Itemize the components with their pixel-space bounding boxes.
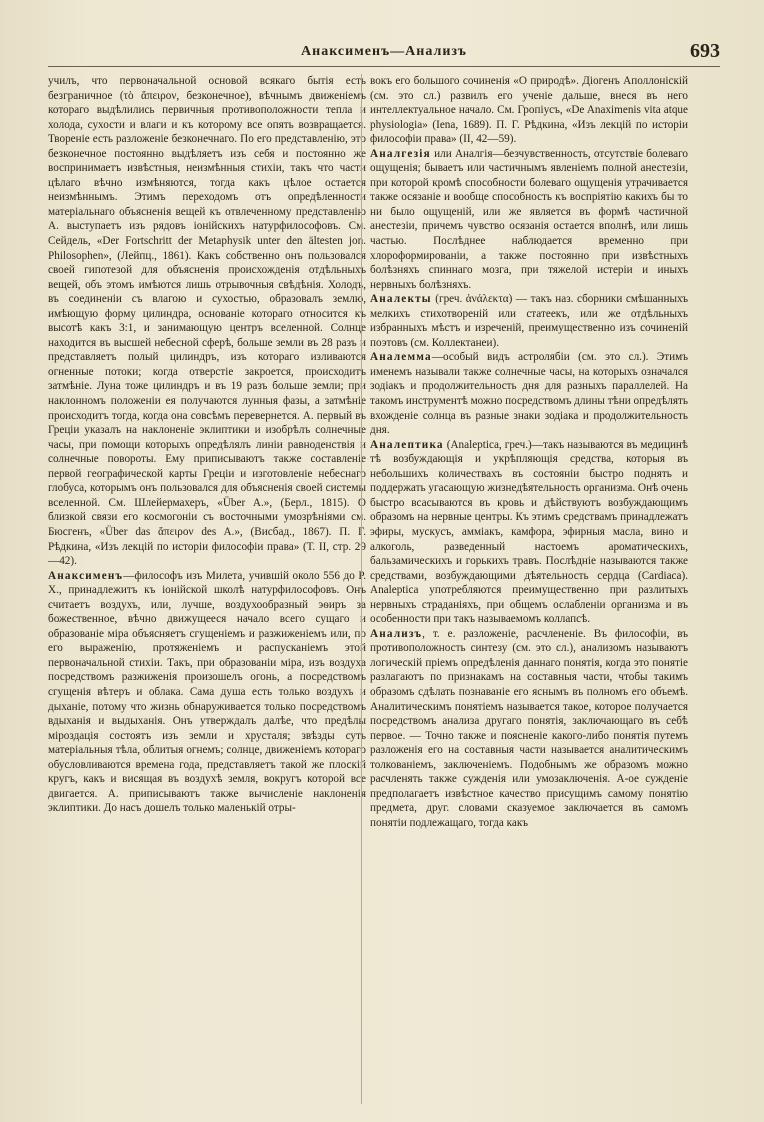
headword: Аналгезія [370,147,431,160]
entry-continuation [370,74,688,147]
headword: Аналекты [370,293,432,306]
header-rule [48,66,720,67]
entry-analeptika [370,438,688,627]
entry-text: , т. е. разложеніе, расчлененіе. Въ философіи, въ противоположность синтезу (см. это сл.), анализомъ называютъ логическій пріемъ опредѣленія даннаго понятія, когда это понятіе разлагаютъ по признакамъ на составныя части, чтобы такимъ образомъ сдѣлать познаваніе его яснымъ въ полномъ его объемѣ. Аналитическимъ понятіемъ называется такое, которое получается посредствомъ анализа другаго понятія, заключающаго въ себѣ первое. — Точно также и поясненіе какого-либо понятія путемъ разложенія его на составныя части называется аналитическимъ толкованіемъ, заключеніемъ. Подобнымъ же образомъ можно расчленять также сужденія или умозаключенія. А-ое сужденіе предполагаетъ извѣстное качество присущимъ самому понятію предмета, друг. словами сказуемое заключается въ самомъ понятіи подлежащаго, тогда какъ [370,627,688,829]
headword: Анализъ [370,627,423,640]
headword: Аналемма [370,351,432,364]
entry-text: вокъ его большого сочиненія «О природѣ». Діогенъ Аполлоніскій (см. это сл.) развилъ его ученіе дальше, внеся въ него интеллектуальное начало. См. Гропіусъ, «De Anaximenis vita atque physiologia» (Iena, 1689). П. Г. Рѣдкина, «Изъ лекцій по исторіи философіи права» (II, 42—59). [370,75,688,146]
entry-continuation [48,74,366,569]
entry-text: (греч. ἀνάλεκτα) — такъ наз. сборники смѣшанныхъ мелкихъ стихотвореній или статеекъ, или же отдѣльныхъ избранныхъ мѣстъ и изреченій, преимущественно изъ сочиненій поэтовъ (см. Коллектанеи). [370,293,688,349]
entry-text: училъ, что первоначальной основой всякаго бытія есть безграничное (τὸ ἄπειρον, безконечное), вѣчнымъ движеніемъ котораго выдѣлились первичныя противоположности тепла и холода, сухости и влаги и къ которому все опять возвращается. Твореніе есть разложеніе безконечнаго. По его представленію, это безконечное постоянно выдѣляетъ изъ себя и постоянно же воспринимаетъ извѣстныя, неизмѣнныя стихіи, такъ что части цѣлаго вѣчно измѣняются, тогда какъ цѣлое остается неизмѣннымъ. Этимъ переходомъ отъ опредѣленности матеріальнаго объясненія вещей къ отвлеченному представленію А. выступаетъ изъ рядовъ іонійскихъ натурфилософовъ. См. Сейдель, «Der Fortschritt der Metaphysik unter den ältesten jon. Philosophen», (Лейпц., 1861). Какъ собственно онъ пользовался своей гипотезой для объясненія происхожденія отдѣльныхъ вещей, объ этомъ имѣются лишь отрывочныя свѣдѣнія. Холодъ, въ соединеніи съ влагою и сухостью, образовалъ землю, имѣющую форму цилиндра, основаніе котораго относится къ высотѣ какъ 3:1, и занимающую центръ вселенной. Солнце находится въ высшей небесной сферѣ, больше земли въ 28 разъ и представляетъ полый цилиндръ, изъ котораго изливаются огненные потоки; когда отверстіе закроется, происходитъ затмѣніе. Луна тоже цилиндръ и въ 19 разъ больше земли; при наклонномъ положеніи ея получаются лунныя фазы, а затмѣніе происходитъ тогда, когда она совсѣмъ перевернется. А. первый въ Греціи указалъ на наклоненіе эклиптики и изобрѣлъ солнечные часы, при помощи которыхъ опредѣлялъ линіи равноденствія и солнечные повороты. Ему приписываютъ также составленіе первой географической карты Греціи и изготовленіе небеснаго глобуса, которымъ онъ пользовался для объясненія своей системы вселенной. См. Шлейермахеръ, «Über A.», (Берл., 1815). О близкой связи его космогоніи съ восточными умозрѣніями см. Бюсгенъ, «Über das ἄπειρον des A.», (Висбад., 1867). П. Г. Рѣдкина, «Изъ лекцій по исторіи философіи права» (Т. II, стр. 29—42). [48,75,366,568]
running-head: Анаксименъ—Анализъ [301,44,467,59]
entry-text: или Аналгія—безчувственность, отсутствіе болеваго ощущенія; бываетъ или частичнымъ явленіемъ полной анестезіи, при которой кромѣ способности болеваго ощущенія утрачивается также осязаніе и вообще способность къ воспріятію какихъ бы то ни было ощущеній, или же является въ формѣ частичной анестезіи, причемъ чувство осязанія остается вполнѣ, или лишь частью. Послѣднее наблюдается временно при хлороформированіи, а также постоянно при извѣстныхъ болѣзняхъ спиннаго мозга, при тяжелой истеріи и иныхъ нервныхъ болѣзняхъ. [370,147,688,291]
page-number: 693 [690,40,720,62]
headword: Аналептика [370,438,444,451]
right-column [370,74,688,1104]
entry-text: —философъ изъ Милета, учившій около 556 до Р. Х., принадлежитъ къ іонійской школѣ натурфилософовъ. Онъ считаетъ воздухъ, или, лучше, воздухообразный эѳиръ за божественное, вѣчно движущееся начало всего сущаго и образованіе міра объясняетъ сгущеніемъ и разжиженіемъ или, по его выраженію, протяженіемъ и распусканіемъ этой первоначальной стихіи. Такъ, при образованіи міра, изъ воздуха посредствомъ разжиженія произошелъ огонь, а посредствомъ сгущенія вѣтеръ и облака. Сама душа есть только воздухъ и дыханіе, потому что жизнь обнаруживается только посредствомъ вдыханія и выдыханія. Онъ утверждалъ далѣе, что предѣлы міроздація состоятъ изъ земли и хрусталя; звѣзды суть матеріальныя тѣла, облитыя огнемъ; солнце, движеніемъ котораго обусловливаются времена года, представляетъ такой же плоскій кругъ, какъ и висящая въ воздухѣ земля, вокругъ которой все двигается. А. приписываютъ также вычисленіе наклоненія эклиптики. До насъ дошелъ только маленькій отры- [48,569,366,815]
entry-text: —особый видъ астролябіи (см. это сл.). Этимъ именемъ называли также солнечные часы, на которыхъ означался зодіакъ и продолжительность дня для разныхъ параллелей. На такомъ инструментѣ можно посредствомъ длины тѣни опредѣлять вхожденіе солнца въ разные знаки зодіака и продолжительность дня. [370,351,688,437]
column-divider [361,74,362,1104]
entry-analgesia [370,147,688,292]
entry-analiz [370,627,688,831]
entry-analekty [370,292,688,350]
entry-anaximenes [48,569,366,816]
entry-analemma [370,350,688,437]
headword: Анаксименъ [48,569,124,582]
entry-text: (Analeptica, греч.)—такъ называются въ медицинѣ тѣ возбуждающія и укрѣпляющія средства, которыя въ небольшихъ количествахъ въ состояніи быстро поднять и поддержать угасающую жизнедѣятельность организма. Онѣ очень быстро всасываются въ кровь и дѣйствуютъ возбуждающимъ образомъ на нервные центры. Къ этимъ средствамъ принадлежатъ эфиры, мускусъ, аммiакъ, камфора, эфирныя масла, вино и алкоголь, разведенный настоемъ ароматическихъ, бальзамическихъ и горькихъ травъ. Послѣдніе называются также средствами, возбуждающими дѣятельность сердца (Cardiaca). Analeptica употребляются преимущественно при разлитыхъ нервныхъ страданіяхъ, при общемъ ослабленіи организма и въ особенности при такъ называемомъ коллапсѣ. [370,438,688,626]
left-column [48,74,366,1104]
